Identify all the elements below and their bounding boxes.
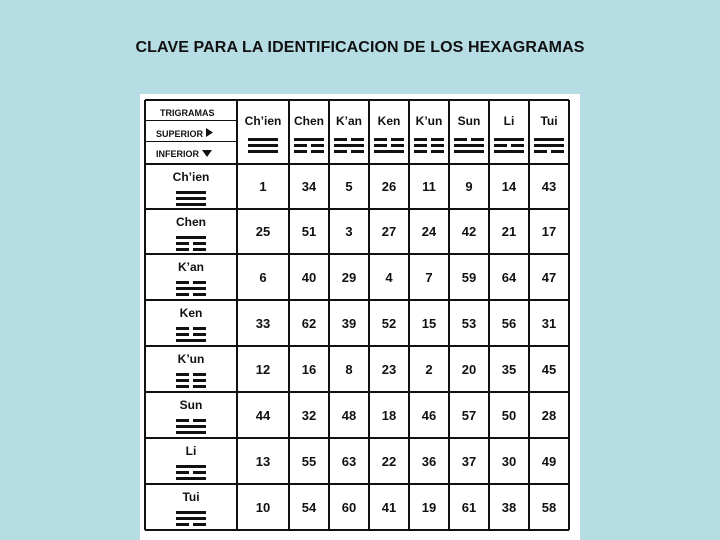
- row-header-label: Ch’ien: [172, 170, 210, 184]
- hexagram-number-cell: 9: [465, 179, 473, 194]
- line-segment: [176, 477, 206, 480]
- grid-horizontal-line: [145, 99, 569, 101]
- row-header-label: K’un: [177, 352, 205, 366]
- column-header-label: Li: [503, 114, 515, 128]
- line-segment: [193, 379, 206, 382]
- broken-line: [176, 385, 206, 388]
- broken-line: [454, 138, 484, 141]
- line-segment: [494, 144, 507, 147]
- line-segment: [176, 425, 206, 428]
- hexagram-number-cell: 18: [381, 407, 397, 423]
- hexagram-number-cell: 30: [501, 453, 517, 469]
- hexagram-number-cell: 22: [381, 453, 397, 469]
- solid-line: [176, 197, 206, 200]
- row-header: [145, 438, 237, 484]
- trigram-symbol-icon: [176, 234, 206, 252]
- column-header: [409, 100, 449, 164]
- solid-line: [176, 236, 206, 239]
- broken-line: [176, 379, 206, 382]
- line-segment: [334, 144, 364, 147]
- hexagram-number-cell: 37: [461, 453, 477, 469]
- row-header-label: Tui: [182, 490, 200, 504]
- line-segment: [176, 517, 206, 520]
- line-segment: [551, 150, 564, 153]
- hexagram-number-cell: 46: [421, 407, 437, 423]
- trigram-symbol-icon: [374, 136, 404, 154]
- broken-line: [176, 373, 206, 376]
- line-segment: [176, 471, 189, 474]
- line-segment: [176, 287, 206, 290]
- trigram-symbol-icon: [176, 279, 206, 297]
- line-segment: [193, 242, 206, 245]
- hexagram-number-cell: 34: [301, 179, 317, 194]
- line-segment: [414, 144, 427, 147]
- broken-line: [294, 150, 324, 153]
- hexagram-number-cell: 59: [461, 269, 477, 285]
- line-segment: [176, 339, 206, 342]
- hexagram-number-cell: 17: [541, 224, 557, 239]
- broken-line: [176, 281, 206, 284]
- hexagram-number-cell: 19: [421, 499, 437, 515]
- trigram-symbol-icon: [294, 136, 324, 154]
- line-segment: [454, 150, 484, 153]
- legend-superior-label: SUPERIOR: [156, 128, 204, 139]
- line-segment: [176, 203, 206, 206]
- hexagram-number-cell: 36: [421, 453, 437, 469]
- trigram-symbol-icon: [176, 325, 206, 343]
- grid-horizontal-line: [145, 529, 569, 531]
- row-header-label: Sun: [179, 398, 203, 412]
- line-segment: [176, 327, 189, 330]
- hexagram-number-cell: 31: [541, 315, 557, 331]
- hexagram-number-cell: 6: [259, 269, 267, 285]
- line-segment: [351, 150, 364, 153]
- line-segment: [431, 144, 444, 147]
- line-segment: [294, 150, 307, 153]
- broken-line: [176, 248, 206, 251]
- broken-line: [414, 144, 444, 147]
- broken-line: [494, 144, 524, 147]
- legend-superior: [156, 128, 213, 139]
- solid-line: [454, 150, 484, 153]
- line-segment: [176, 431, 206, 434]
- hexagram-number-cell: 10: [255, 499, 271, 515]
- hexagram-number-cell: 5: [345, 179, 353, 194]
- hexagram-number-cell: 24: [421, 224, 437, 239]
- line-segment: [176, 511, 206, 514]
- trigram-symbol-icon: [494, 136, 524, 154]
- legend-inferior: [156, 149, 212, 159]
- line-segment: [454, 144, 484, 147]
- hexagram-number-cell: 3: [345, 224, 353, 239]
- line-segment: [431, 138, 444, 141]
- line-segment: [511, 144, 524, 147]
- legend-divider: [145, 141, 237, 142]
- hexagram-number-cell: 38: [501, 499, 517, 515]
- broken-line: [534, 150, 564, 153]
- hexagram-number-cell: 42: [461, 224, 477, 239]
- solid-line: [294, 138, 324, 141]
- trigram-symbol-icon: [176, 189, 206, 207]
- hexagram-number-cell: 40: [301, 269, 317, 285]
- solid-line: [494, 138, 524, 141]
- line-segment: [176, 191, 206, 194]
- line-segment: [534, 150, 547, 153]
- line-segment: [193, 419, 206, 422]
- hexagram-number-cell: 58: [541, 499, 557, 515]
- trigram-symbol-icon: [334, 136, 364, 154]
- line-segment: [176, 419, 189, 422]
- solid-line: [176, 465, 206, 468]
- hexagram-number-cell: 55: [301, 453, 317, 469]
- line-segment: [374, 150, 404, 153]
- legend-divider: [145, 120, 237, 121]
- broken-line: [334, 138, 364, 141]
- solid-line: [248, 144, 278, 147]
- line-segment: [176, 385, 189, 388]
- column-header: [289, 100, 329, 164]
- line-segment: [193, 248, 206, 251]
- line-segment: [391, 144, 404, 147]
- solid-line: [176, 287, 206, 290]
- broken-line: [176, 333, 206, 336]
- line-segment: [193, 373, 206, 376]
- line-segment: [193, 523, 206, 526]
- hexagram-number-cell: 48: [341, 407, 357, 423]
- line-segment: [534, 138, 564, 141]
- solid-line: [176, 191, 206, 194]
- line-segment: [248, 144, 278, 147]
- hexagram-number-cell: 51: [301, 224, 317, 239]
- hexagram-number-cell: 14: [501, 179, 517, 194]
- line-segment: [176, 333, 189, 336]
- hexagram-number-cell: 35: [501, 361, 517, 377]
- column-header-label: Ch’ien: [244, 114, 282, 128]
- row-header: [145, 164, 237, 209]
- hexagram-number-cell: 39: [341, 315, 357, 331]
- triangle-down-icon: [202, 149, 212, 159]
- hexagram-number-cell: 43: [541, 179, 557, 194]
- line-segment: [471, 138, 484, 141]
- trigram-symbol-icon: [176, 417, 206, 435]
- grid-horizontal-line: [145, 345, 569, 347]
- line-segment: [193, 327, 206, 330]
- column-header: [329, 100, 369, 164]
- column-header-label: Chen: [294, 114, 324, 128]
- hexagram-number-cell: 63: [341, 453, 357, 469]
- hexagram-number-cell: 53: [461, 315, 477, 331]
- hexagram-number-cell: 44: [255, 407, 271, 423]
- trigram-symbol-icon: [414, 136, 444, 154]
- line-segment: [391, 138, 404, 141]
- solid-line: [248, 138, 278, 141]
- triangle-right-icon: [206, 128, 213, 139]
- row-header-label: K’an: [177, 260, 204, 274]
- line-segment: [414, 138, 427, 141]
- row-header-label: Chen: [176, 215, 206, 229]
- hexagram-number-cell: 54: [301, 499, 317, 515]
- hexagram-number-cell: 4: [385, 269, 393, 285]
- solid-line: [248, 150, 278, 153]
- hexagram-number-cell: 41: [381, 499, 397, 515]
- line-segment: [351, 138, 364, 141]
- row-header: [145, 346, 237, 392]
- column-header: [449, 100, 489, 164]
- line-segment: [193, 281, 206, 284]
- hexagram-number-cell: 27: [381, 224, 397, 239]
- hexagram-number-cell: 60: [341, 499, 357, 515]
- hexagram-number-cell: 56: [501, 315, 517, 331]
- line-segment: [311, 144, 324, 147]
- grid-horizontal-line: [145, 391, 569, 393]
- hexagram-number-cell: 16: [301, 361, 317, 377]
- grid-horizontal-line: [145, 208, 569, 210]
- column-header-label: Ken: [377, 114, 401, 128]
- line-segment: [193, 333, 206, 336]
- broken-line: [176, 327, 206, 330]
- broken-line: [374, 144, 404, 147]
- line-segment: [248, 138, 278, 141]
- line-segment: [176, 379, 189, 382]
- hexagram-number-cell: 52: [381, 315, 397, 331]
- hexagram-number-cell: 29: [341, 269, 357, 285]
- line-segment: [193, 293, 206, 296]
- trigram-symbol-icon: [176, 463, 206, 481]
- line-segment: [494, 138, 524, 141]
- column-header-label: K’an: [335, 114, 362, 128]
- column-header: [237, 100, 289, 164]
- column-header-label: Tui: [540, 114, 558, 128]
- line-segment: [311, 150, 324, 153]
- broken-line: [334, 150, 364, 153]
- solid-line: [176, 339, 206, 342]
- line-segment: [176, 236, 206, 239]
- column-header: [529, 100, 569, 164]
- hexagram-number-cell: 25: [255, 224, 271, 239]
- row-header: [145, 254, 237, 300]
- broken-line: [294, 144, 324, 147]
- line-segment: [374, 144, 387, 147]
- trigram-symbol-icon: [176, 509, 206, 527]
- grid-horizontal-line: [145, 253, 569, 255]
- line-segment: [176, 281, 189, 284]
- hexagram-number-cell: 47: [541, 269, 557, 285]
- solid-line: [534, 144, 564, 147]
- broken-line: [176, 293, 206, 296]
- legend-inferior-label: INFERIOR: [156, 149, 200, 159]
- hexagram-number-cell: 12: [255, 361, 271, 377]
- line-segment: [294, 138, 324, 141]
- hexagram-number-cell: 61: [461, 499, 477, 515]
- hexagram-number-cell: 64: [501, 269, 517, 285]
- grid-horizontal-line: [145, 437, 569, 439]
- hexagram-number-cell: 57: [461, 407, 477, 423]
- trigram-symbol-icon: [176, 371, 206, 389]
- hexagram-number-cell: 28: [541, 407, 557, 423]
- line-segment: [414, 150, 427, 153]
- line-segment: [176, 293, 189, 296]
- hexagram-number-cell: 45: [541, 361, 557, 377]
- column-header: [369, 100, 409, 164]
- line-segment: [334, 138, 347, 141]
- solid-line: [454, 144, 484, 147]
- hexagram-number-cell: 1: [259, 179, 267, 194]
- row-header: [145, 300, 237, 346]
- hexagram-number-cell: 26: [381, 179, 397, 194]
- hexagram-number-cell: 62: [301, 315, 317, 331]
- hexagram-number-cell: 20: [461, 361, 477, 377]
- solid-line: [494, 150, 524, 153]
- slide-title: CLAVE PARA LA IDENTIFICACION DE LOS HEXAGRAMAS: [135, 39, 585, 56]
- solid-line: [334, 144, 364, 147]
- line-segment: [176, 248, 189, 251]
- line-segment: [193, 385, 206, 388]
- hexagram-number-cell: 11: [422, 179, 436, 194]
- hexagram-number-cell: 49: [541, 453, 557, 469]
- line-segment: [176, 373, 189, 376]
- trigram-symbol-icon: [454, 136, 484, 154]
- hexagram-number-cell: 13: [255, 453, 271, 469]
- solid-line: [176, 431, 206, 434]
- row-header-label: Ken: [179, 306, 203, 320]
- line-segment: [176, 523, 189, 526]
- broken-line: [176, 419, 206, 422]
- line-segment: [374, 138, 387, 141]
- row-header: [145, 484, 237, 530]
- solid-line: [176, 511, 206, 514]
- line-segment: [294, 144, 307, 147]
- grid-horizontal-line: [145, 163, 569, 165]
- solid-line: [176, 203, 206, 206]
- hexagram-number-cell: 23: [381, 361, 397, 377]
- hexagram-number-cell: 15: [421, 315, 437, 331]
- broken-line: [176, 523, 206, 526]
- row-header: [145, 392, 237, 438]
- hexagram-number-cell: 50: [501, 407, 517, 423]
- column-header-label: Sun: [457, 114, 481, 128]
- row-header: [145, 209, 237, 254]
- line-segment: [193, 471, 206, 474]
- broken-line: [414, 138, 444, 141]
- line-segment: [334, 150, 347, 153]
- hexagram-number-cell: 2: [425, 361, 433, 377]
- solid-line: [176, 517, 206, 520]
- solid-line: [176, 477, 206, 480]
- line-segment: [176, 465, 206, 468]
- line-segment: [176, 197, 206, 200]
- broken-line: [176, 242, 206, 245]
- solid-line: [176, 425, 206, 428]
- solid-line: [534, 138, 564, 141]
- broken-line: [414, 150, 444, 153]
- broken-line: [374, 138, 404, 141]
- column-header-label: K’un: [415, 114, 443, 128]
- line-segment: [534, 144, 564, 147]
- solid-line: [374, 150, 404, 153]
- line-segment: [248, 150, 278, 153]
- row-header-label: Li: [185, 444, 197, 458]
- line-segment: [431, 150, 444, 153]
- hexagram-number-cell: 33: [255, 315, 271, 331]
- column-header: [489, 100, 529, 164]
- hexagram-number-cell: 21: [501, 224, 517, 239]
- grid-horizontal-line: [145, 483, 569, 485]
- grid-horizontal-line: [145, 299, 569, 301]
- broken-line: [176, 471, 206, 474]
- line-segment: [494, 150, 524, 153]
- line-segment: [454, 138, 467, 141]
- legend-trigramas: TRIGRAMAS: [160, 108, 215, 118]
- hexagram-number-cell: 32: [301, 407, 317, 423]
- hexagram-number-cell: 8: [345, 361, 353, 377]
- trigram-symbol-icon: [248, 136, 278, 154]
- hexagram-key-table: [140, 94, 580, 540]
- trigram-symbol-icon: [534, 136, 564, 154]
- hexagram-number-cell: 7: [425, 269, 433, 285]
- line-segment: [176, 242, 189, 245]
